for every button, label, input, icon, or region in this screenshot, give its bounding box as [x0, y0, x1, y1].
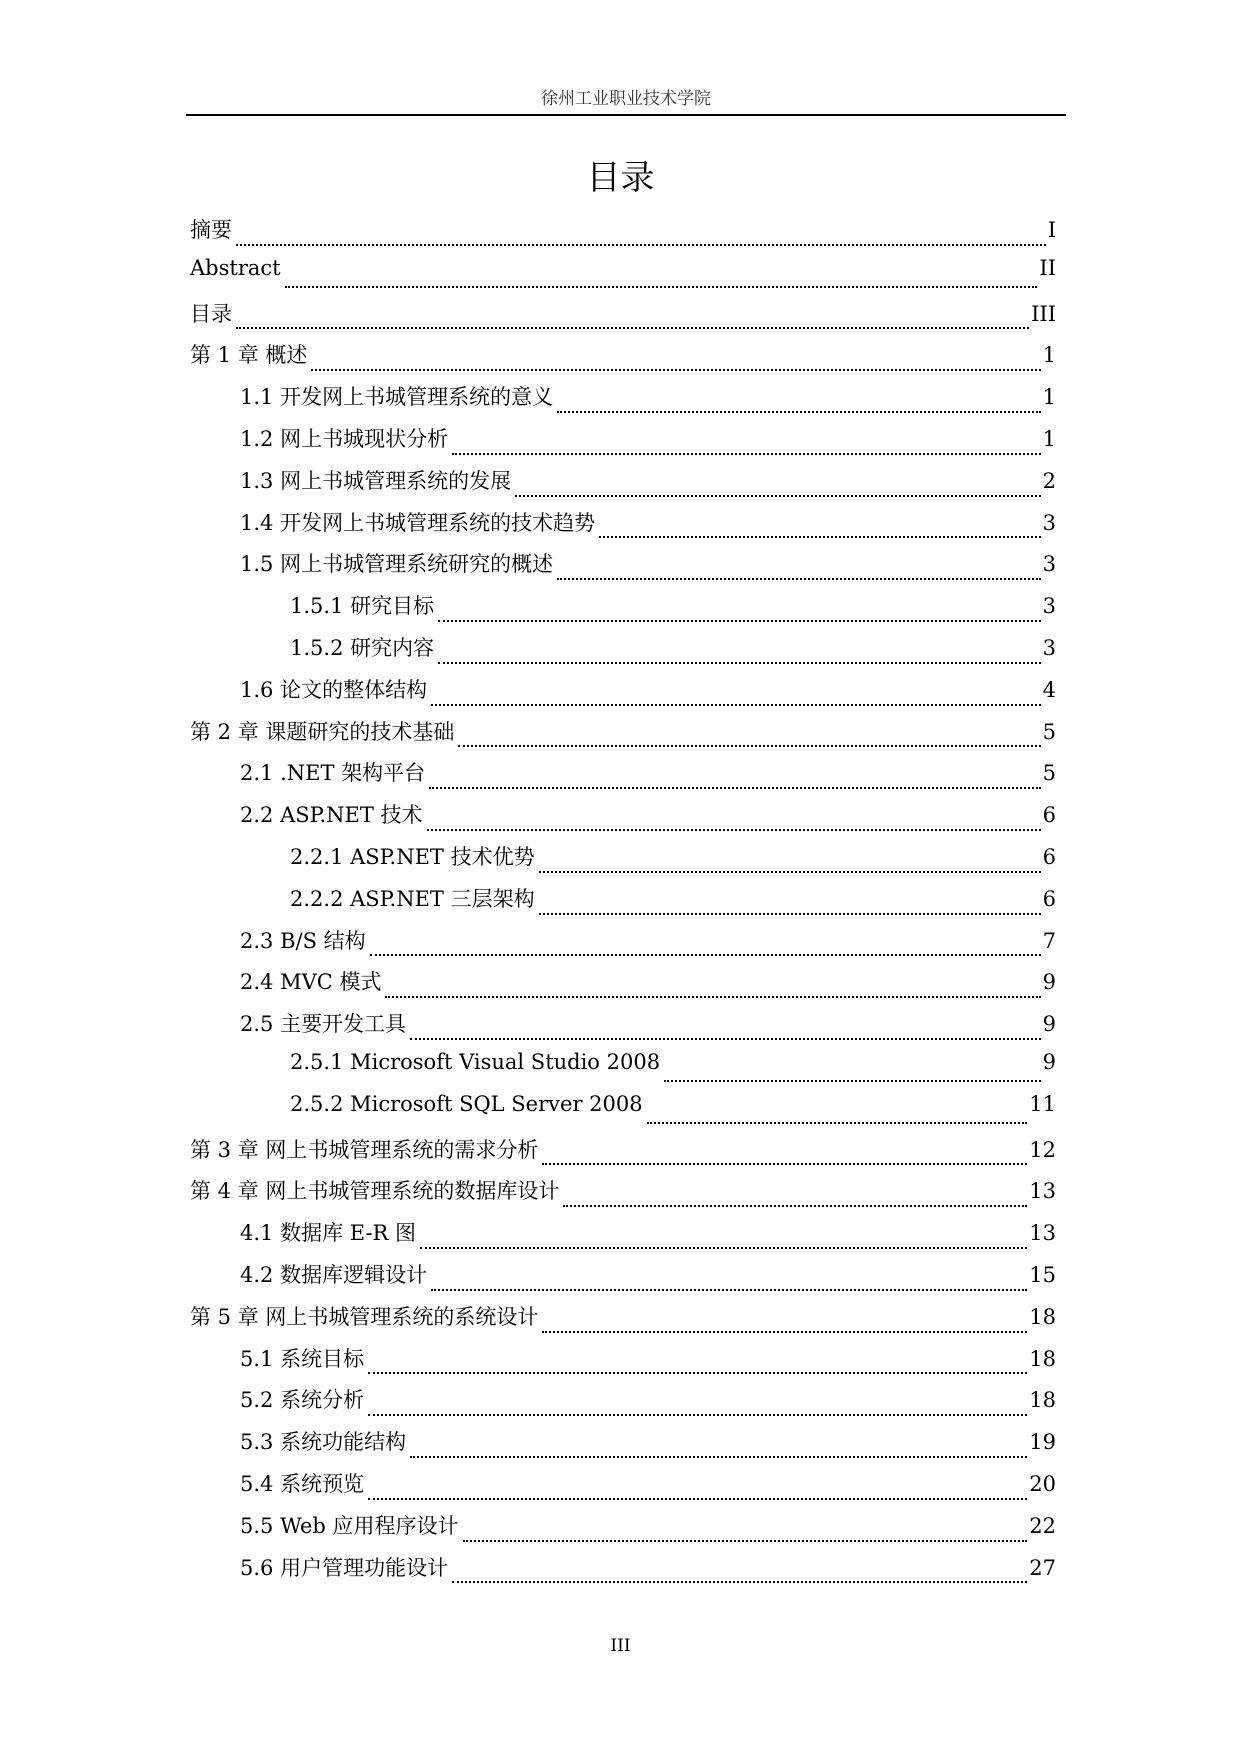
toc-leader-dots — [410, 1454, 1027, 1458]
toc-entry-label: 5.1 系统目标 — [240, 1346, 365, 1371]
toc-entry-page: 1 — [1042, 426, 1056, 451]
toc-leader-dots — [420, 1245, 1027, 1249]
toc-entry-page: 3 — [1042, 635, 1056, 660]
toc-entry[interactable] — [190, 465, 1056, 507]
toc-entry-page: 7 — [1042, 928, 1056, 953]
toc-entry[interactable] — [190, 381, 1056, 423]
toc-entry[interactable] — [190, 339, 1056, 381]
toc-entry[interactable] — [190, 716, 1056, 758]
toc-entry[interactable] — [190, 1134, 1056, 1176]
toc-leader-dots — [236, 242, 1046, 246]
toc-entry[interactable] — [190, 841, 1056, 883]
toc-entry-page: I — [1047, 218, 1056, 242]
toc-leader-dots — [368, 1496, 1027, 1500]
toc-entry[interactable] — [190, 1259, 1056, 1301]
toc-entry-label: 摘要 — [190, 218, 232, 242]
toc-entry-label: 2.4 MVC 模式 — [240, 970, 382, 995]
toc-entry[interactable] — [190, 1552, 1056, 1594]
toc-leader-dots — [458, 743, 1040, 747]
toc-entry-label: 1.5.2 研究内容 — [290, 635, 435, 660]
table-of-contents — [190, 214, 1056, 1593]
toc-entry-page: 13 — [1029, 1221, 1056, 1246]
toc-entry-page: 20 — [1029, 1471, 1056, 1496]
toc-entry-label: 2.1 .NET 架构平台 — [240, 761, 426, 786]
toc-entry-page: 19 — [1029, 1430, 1056, 1455]
toc-entry-label: 5.6 用户管理功能设计 — [240, 1555, 449, 1580]
toc-entry[interactable] — [190, 925, 1056, 967]
toc-leader-dots — [452, 451, 1041, 455]
toc-entry-page: 6 — [1042, 886, 1056, 911]
toc-leader-dots — [539, 869, 1041, 873]
toc-entry-page: 2 — [1042, 468, 1056, 493]
toc-entry-label: 2.2 ASP.NET 技术 — [240, 803, 423, 828]
toc-entry-label: 5.3 系统功能结构 — [240, 1430, 407, 1455]
toc-leader-dots — [664, 1078, 1041, 1082]
toc-entry[interactable] — [190, 1343, 1056, 1385]
toc-leader-dots — [431, 1287, 1027, 1291]
toc-leader-dots — [557, 576, 1041, 580]
toc-entry-label: 2.5.1 Microsoft Visual Studio 2008 — [290, 1049, 661, 1074]
page-number: III — [610, 1636, 631, 1656]
toc-entry[interactable] — [190, 799, 1056, 841]
toc-entry-page: 1 — [1042, 343, 1056, 368]
toc-leader-dots — [542, 1161, 1027, 1165]
toc-leader-dots — [285, 284, 1038, 288]
toc-entry[interactable] — [190, 1384, 1056, 1426]
toc-leader-dots — [368, 1370, 1027, 1374]
toc-entry-page: 3 — [1042, 510, 1056, 535]
toc-entry-page: 22 — [1029, 1513, 1056, 1538]
toc-entry[interactable] — [190, 548, 1056, 590]
toc-entry-page: 15 — [1029, 1262, 1056, 1287]
toc-entry-label: Abstract — [190, 255, 281, 280]
toc-entry-label: 2.5 主要开发工具 — [240, 1012, 407, 1037]
toc-entry[interactable] — [190, 507, 1056, 549]
toc-entry-label: 2.3 B/S 结构 — [240, 928, 366, 953]
running-header: 徐州工业职业技术学院 — [541, 89, 711, 109]
toc-entry[interactable] — [190, 256, 1056, 298]
toc-entry-label: 第 1 章 概述 — [190, 343, 308, 368]
toc-entry-page: 12 — [1029, 1137, 1056, 1162]
toc-entry[interactable] — [190, 1468, 1056, 1510]
toc-entry-page: 5 — [1042, 719, 1056, 744]
toc-entry-label: 第 3 章 网上书城管理系统的需求分析 — [190, 1137, 539, 1162]
toc-entry[interactable] — [190, 1175, 1056, 1217]
toc-entry-page: 6 — [1042, 803, 1056, 828]
toc-leader-dots — [410, 1036, 1041, 1040]
toc-entry-page: 6 — [1042, 844, 1056, 869]
toc-entry-label: 1.6 论文的整体结构 — [240, 677, 428, 702]
toc-entry-label: 目录 — [190, 301, 232, 326]
toc-entry-page: II — [1039, 255, 1056, 280]
toc-entry-label: 第 2 章 课题研究的技术基础 — [190, 719, 455, 744]
toc-entry[interactable] — [190, 590, 1056, 632]
toc-entry-page: 4 — [1042, 677, 1056, 702]
header-rule — [186, 114, 1066, 116]
toc-leader-dots — [515, 493, 1041, 497]
toc-leader-dots — [431, 702, 1041, 706]
toc-entry-label: 1.2 网上书城现状分析 — [240, 426, 449, 451]
toc-entry-page: 1 — [1042, 385, 1056, 410]
toc-entry[interactable] — [190, 883, 1056, 925]
toc-entry-label: 1.5 网上书城管理系统研究的概述 — [240, 552, 554, 577]
toc-entry-label: 第 5 章 网上书城管理系统的系统设计 — [190, 1304, 539, 1329]
toc-entry[interactable] — [190, 298, 1056, 340]
toc-leader-dots — [563, 1203, 1027, 1207]
toc-leader-dots — [647, 1120, 1028, 1124]
toc-entry-page: 18 — [1029, 1388, 1056, 1413]
page-title: 目录 — [586, 158, 655, 198]
toc-leader-dots — [311, 367, 1040, 371]
toc-leader-dots — [557, 409, 1041, 413]
toc-entry[interactable] — [190, 423, 1056, 465]
toc-entry-page: 18 — [1029, 1304, 1056, 1329]
toc-leader-dots — [542, 1329, 1027, 1333]
toc-entry[interactable] — [190, 1217, 1056, 1259]
toc-leader-dots — [463, 1538, 1028, 1542]
toc-leader-dots — [236, 325, 1029, 329]
toc-entry-page: 9 — [1042, 970, 1056, 995]
toc-entry-page: 3 — [1042, 594, 1056, 619]
toc-entry-label: 2.5.2 Microsoft SQL Server 2008 — [290, 1091, 643, 1116]
toc-entry-label: 1.4 开发网上书城管理系统的技术趋势 — [240, 510, 596, 535]
toc-leader-dots — [438, 618, 1041, 622]
toc-entry[interactable] — [190, 1510, 1056, 1552]
toc-entry-label: 5.2 系统分析 — [240, 1388, 365, 1413]
toc-leader-dots — [452, 1579, 1027, 1583]
toc-entry[interactable] — [190, 757, 1056, 799]
toc-entry-page: 3 — [1042, 552, 1056, 577]
toc-entry[interactable] — [190, 1050, 1056, 1092]
toc-entry[interactable] — [190, 632, 1056, 674]
toc-leader-dots — [429, 785, 1040, 789]
toc-entry-label: 第 4 章 网上书城管理系统的数据库设计 — [190, 1179, 560, 1204]
toc-entry-label: 4.2 数据库逻辑设计 — [240, 1262, 428, 1287]
toc-leader-dots — [539, 911, 1041, 915]
toc-entry[interactable] — [190, 1301, 1056, 1343]
toc-entry-page: 11 — [1029, 1091, 1056, 1116]
toc-entry-label: 2.2.1 ASP.NET 技术优势 — [290, 844, 535, 869]
toc-entry[interactable] — [190, 966, 1056, 1008]
toc-entry[interactable] — [190, 1092, 1056, 1134]
toc-leader-dots — [599, 534, 1041, 538]
toc-leader-dots — [438, 660, 1041, 664]
toc-entry-label: 5.5 Web 应用程序设计 — [240, 1513, 459, 1538]
toc-entry[interactable] — [190, 1008, 1056, 1050]
toc-entry-label: 5.4 系统预览 — [240, 1471, 365, 1496]
toc-entry-page: 18 — [1029, 1346, 1056, 1371]
toc-entry-label: 4.1 数据库 E-R 图 — [240, 1221, 417, 1246]
toc-entry-page: 5 — [1042, 761, 1056, 786]
toc-entry-label: 2.2.2 ASP.NET 三层架构 — [290, 886, 535, 911]
toc-entry[interactable] — [190, 1426, 1056, 1468]
toc-leader-dots — [427, 827, 1041, 831]
toc-leader-dots — [385, 994, 1040, 998]
toc-entry-page: 9 — [1042, 1049, 1056, 1074]
toc-entry[interactable] — [190, 674, 1056, 716]
toc-entry-page: 9 — [1042, 1012, 1056, 1037]
toc-entry-label: 1.5.1 研究目标 — [290, 594, 435, 619]
toc-entry-page: III — [1031, 301, 1056, 326]
toc-leader-dots — [370, 952, 1041, 956]
toc-entry-label: 1.1 开发网上书城管理系统的意义 — [240, 385, 554, 410]
toc-leader-dots — [368, 1412, 1027, 1416]
toc-entry-page: 13 — [1029, 1179, 1056, 1204]
toc-entry-label: 1.3 网上书城管理系统的发展 — [240, 468, 512, 493]
toc-entry-page: 27 — [1029, 1555, 1056, 1580]
toc-entry[interactable] — [190, 214, 1056, 256]
